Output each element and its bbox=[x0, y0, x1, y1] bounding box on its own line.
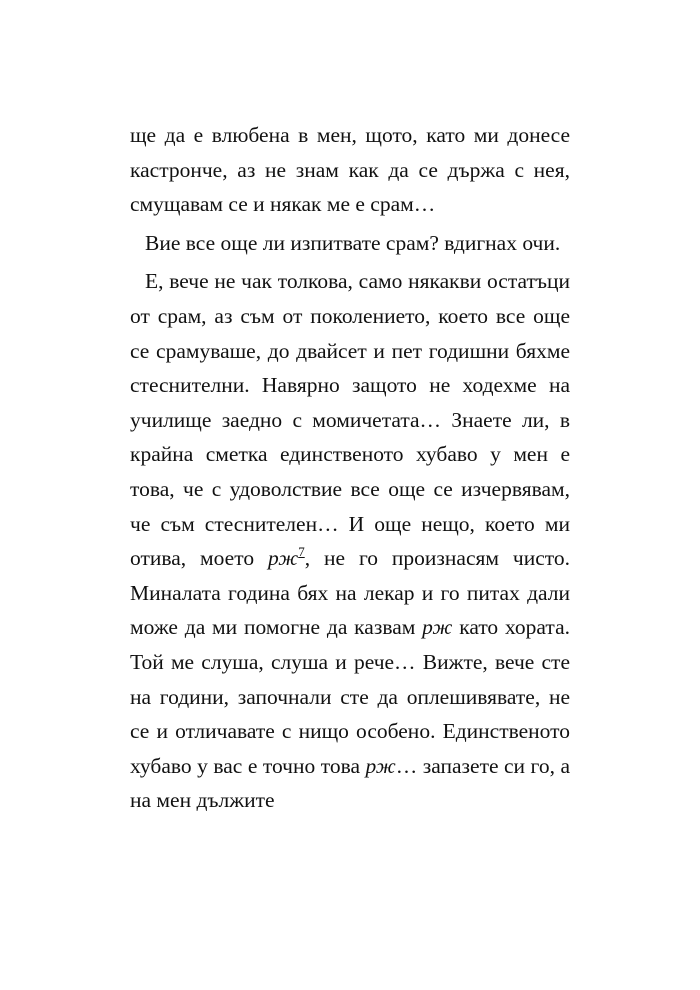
italic-term: рж bbox=[422, 615, 453, 640]
paragraph-1: ще да е влюбена в мен, щото, като ми донесе кастронче, аз не знам как да се държа с нея, смущавам се и някак ме е срам… bbox=[130, 123, 570, 217]
paragraph-3-text-b: , не го произнасям чисто. Миналата година бях на лекар и го питах дали може да ми помогне да казвам bbox=[130, 546, 570, 640]
italic-term: рж bbox=[268, 546, 299, 571]
paragraph-3-text-a: Е, вече не чак толкова, само някакви остатъци от срам, аз съм от поколението, което все още се срамуваше, до двайсет и пет годишни бяхме стеснителни. Навярно защото не ходехме на училище заедно с момичетата… Знаете ли, в крайна сметка единственото хубаво у мен е това, че с удоволствие все още се изчервявам, че съм стеснителен… И още нещо, което ми отива, моето bbox=[130, 269, 570, 571]
document-page bbox=[130, 118, 570, 818]
paragraph-3-text-c: като хората. Той ме слуша, слуша и рече… Вижте, вече сте на години, започнали сте да оплешивявате, не се и отличавате с нищо особено. Единственото хубаво у вас е точно това bbox=[130, 615, 570, 778]
paragraph-3-text-d: … запазете си го, а на мен дължите bbox=[130, 753, 570, 813]
paragraph-3 bbox=[130, 264, 570, 818]
paragraph-2: Вие все още ли изпитвате срам? вдигнах очи. bbox=[145, 230, 561, 255]
italic-term: рж bbox=[365, 753, 396, 778]
footnote-reference[interactable]: 7 bbox=[298, 544, 305, 560]
